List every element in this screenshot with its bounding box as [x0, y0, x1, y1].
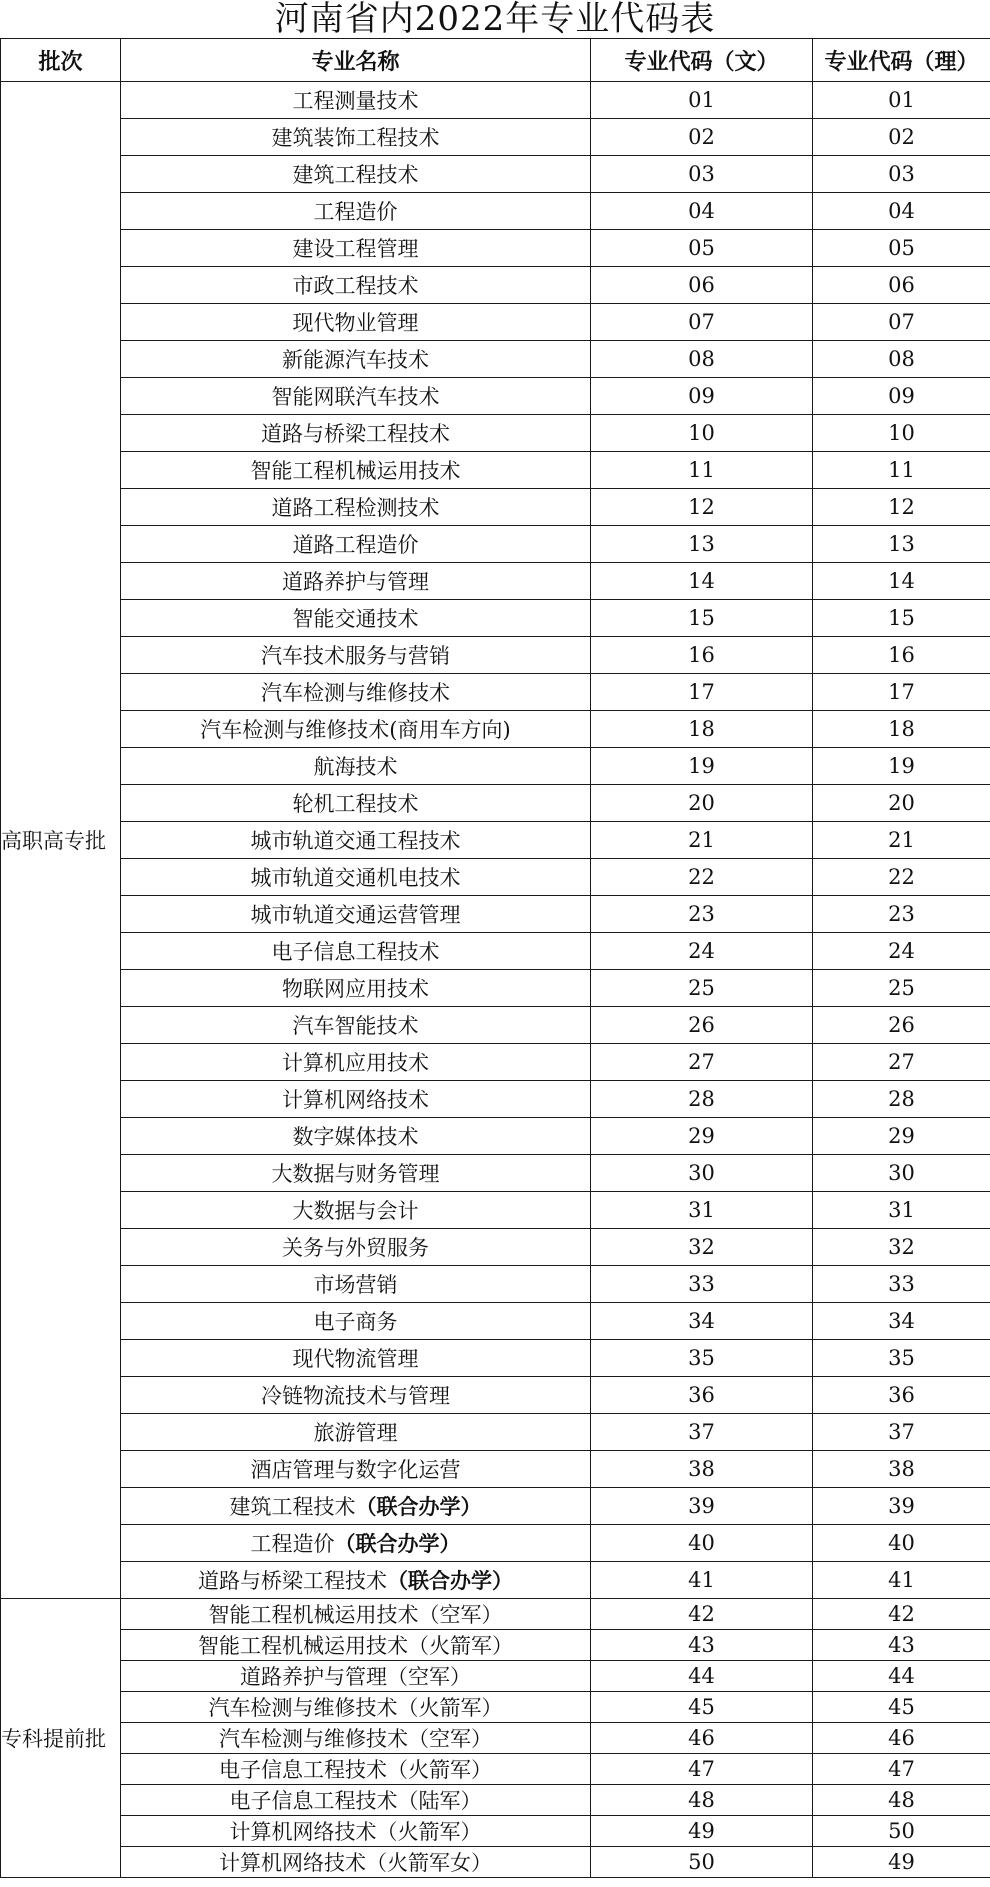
- code-li-cell: 24: [813, 933, 990, 970]
- table-row: [1, 748, 990, 785]
- table-row: [1, 378, 990, 415]
- code-li-cell: 01: [813, 82, 990, 119]
- code-wen-cell: 20: [591, 785, 813, 822]
- major-name: 建筑装饰工程技术: [271, 126, 440, 150]
- code-wen-cell: 01: [591, 82, 813, 119]
- major-name: 电子信息工程技术（火箭军）: [219, 1758, 492, 1782]
- code-wen-cell: 45: [591, 1692, 813, 1723]
- major-name: 计算机网络技术（火箭军女）: [219, 1851, 492, 1875]
- major-name: 工程造价: [250, 1532, 335, 1556]
- code-wen-cell: 10: [591, 415, 813, 452]
- major-name: 航海技术: [313, 755, 398, 779]
- table-row: [1, 1118, 990, 1155]
- header-code-li: 专业代码（理）: [813, 39, 990, 82]
- major-name-cell: [121, 748, 591, 785]
- code-wen-cell: 16: [591, 637, 813, 674]
- code-li-cell: 10: [813, 415, 990, 452]
- code-li-cell: 27: [813, 1044, 990, 1081]
- major-name: 城市轨道交通机电技术: [250, 866, 461, 890]
- major-name-cell: [121, 1630, 591, 1661]
- code-li-cell: 37: [813, 1414, 990, 1451]
- major-name-cell: [121, 896, 591, 933]
- major-name: 道路与桥梁工程技术: [198, 1569, 387, 1593]
- code-li-cell: 34: [813, 1303, 990, 1340]
- major-name-cell: [121, 1303, 591, 1340]
- code-li-cell: 07: [813, 304, 990, 341]
- major-name-cell: [121, 82, 591, 119]
- code-li-cell: 50: [813, 1816, 990, 1847]
- code-li-cell: 19: [813, 748, 990, 785]
- major-name-cell: [121, 1192, 591, 1229]
- code-wen-cell: 40: [591, 1525, 813, 1562]
- table-body: [1, 82, 990, 1878]
- table-row: [1, 1007, 990, 1044]
- table-row: [1, 526, 990, 563]
- major-name: 关务与外贸服务: [282, 1236, 429, 1260]
- code-wen-cell: 13: [591, 526, 813, 563]
- major-name-cell: [121, 1414, 591, 1451]
- code-li-cell: 22: [813, 859, 990, 896]
- code-wen-cell: 48: [591, 1785, 813, 1816]
- code-wen-cell: 50: [591, 1847, 813, 1878]
- table-row: [1, 785, 990, 822]
- table-row: [1, 859, 990, 896]
- code-li-cell: 06: [813, 267, 990, 304]
- major-name-cell: [121, 1451, 591, 1488]
- table-row: [1, 1044, 990, 1081]
- table-row: [1, 452, 990, 489]
- table-row: [1, 1340, 990, 1377]
- major-name: 汽车检测与维修技术(商用车方向): [200, 718, 511, 742]
- code-wen-cell: 34: [591, 1303, 813, 1340]
- major-name: 建设工程管理: [292, 237, 419, 261]
- code-wen-cell: 21: [591, 822, 813, 859]
- major-name: 现代物流管理: [292, 1347, 419, 1371]
- code-wen-cell: 06: [591, 267, 813, 304]
- code-li-cell: 03: [813, 156, 990, 193]
- code-li-cell: 08: [813, 341, 990, 378]
- major-name: 工程测量技术: [292, 89, 419, 113]
- table-row: [1, 1488, 990, 1525]
- major-name: 汽车技术服务与营销: [261, 644, 450, 668]
- table-row: [1, 1754, 990, 1785]
- code-li-cell: 20: [813, 785, 990, 822]
- major-name-cell: [121, 1266, 591, 1303]
- major-name: 新能源汽车技术: [282, 348, 429, 372]
- code-wen-cell: 29: [591, 1118, 813, 1155]
- table-row: [1, 896, 990, 933]
- major-name: 智能工程机械运用技术（火箭军）: [198, 1634, 513, 1658]
- code-wen-cell: 14: [591, 563, 813, 600]
- major-name-cell: [121, 1118, 591, 1155]
- major-name: 汽车检测与维修技术（空军）: [219, 1727, 492, 1751]
- code-wen-cell: 38: [591, 1451, 813, 1488]
- major-name-cell: [121, 1847, 591, 1878]
- code-wen-cell: 23: [591, 896, 813, 933]
- table-row: [1, 1599, 990, 1630]
- major-name-cell: [121, 489, 591, 526]
- code-wen-cell: 44: [591, 1661, 813, 1692]
- major-name-cell: [121, 156, 591, 193]
- major-name-cell: [121, 637, 591, 674]
- code-li-cell: 31: [813, 1192, 990, 1229]
- major-name: 城市轨道交通工程技术: [250, 829, 461, 853]
- major-name-cell: [121, 415, 591, 452]
- major-name-cell: [121, 1081, 591, 1118]
- code-wen-cell: 04: [591, 193, 813, 230]
- major-name: 酒店管理与数字化运营: [250, 1458, 461, 1482]
- table-row: [1, 119, 990, 156]
- major-name-cell: [121, 600, 591, 637]
- major-name: 现代物业管理: [292, 311, 419, 335]
- code-wen-cell: 02: [591, 119, 813, 156]
- table-row: [1, 1303, 990, 1340]
- major-name: 旅游管理: [313, 1421, 398, 1445]
- code-wen-cell: 43: [591, 1630, 813, 1661]
- major-name-cell: [121, 267, 591, 304]
- major-name: 建筑工程技术: [292, 163, 419, 187]
- major-name-cell: [121, 526, 591, 563]
- code-wen-cell: 08: [591, 341, 813, 378]
- code-li-cell: 30: [813, 1155, 990, 1192]
- table-row: [1, 1816, 990, 1847]
- table-row: [1, 1377, 990, 1414]
- major-name-cell: [121, 1785, 591, 1816]
- code-wen-cell: 19: [591, 748, 813, 785]
- major-name-suffix: （联合办学）: [387, 1568, 513, 1593]
- major-name-cell: [121, 1155, 591, 1192]
- major-name: 计算机网络技术（火箭军）: [229, 1820, 482, 1844]
- code-li-cell: 41: [813, 1562, 990, 1599]
- major-name-cell: [121, 1723, 591, 1754]
- major-name: 轮机工程技术: [292, 792, 419, 816]
- major-name: 工程造价: [313, 200, 398, 224]
- table-row: [1, 1266, 990, 1303]
- code-wen-cell: 32: [591, 1229, 813, 1266]
- major-name: 汽车检测与维修技术（火箭军）: [208, 1696, 503, 1720]
- code-li-cell: 05: [813, 230, 990, 267]
- table-row: [1, 1525, 990, 1562]
- table-row: [1, 600, 990, 637]
- table-row: [1, 1785, 990, 1816]
- major-name: 城市轨道交通运营管理: [250, 903, 461, 927]
- table-row: [1, 415, 990, 452]
- code-wen-cell: 15: [591, 600, 813, 637]
- major-name-cell: [121, 1661, 591, 1692]
- major-name: 计算机网络技术: [282, 1088, 429, 1112]
- major-name: 智能工程机械运用技术（空军）: [208, 1603, 503, 1627]
- major-name-cell: [121, 822, 591, 859]
- major-name: 市政工程技术: [292, 274, 419, 298]
- code-li-cell: 47: [813, 1754, 990, 1785]
- table-row: [1, 489, 990, 526]
- major-name: 大数据与财务管理: [271, 1162, 440, 1186]
- table-row: [1, 1192, 990, 1229]
- code-li-cell: 48: [813, 1785, 990, 1816]
- code-wen-cell: 36: [591, 1377, 813, 1414]
- code-wen-cell: 42: [591, 1599, 813, 1630]
- major-name-cell: [121, 1562, 591, 1599]
- major-name: 道路与桥梁工程技术: [261, 422, 450, 446]
- code-li-cell: 25: [813, 970, 990, 1007]
- major-name: 数字媒体技术: [292, 1125, 419, 1149]
- major-name: 智能交通技术: [292, 607, 419, 631]
- code-wen-cell: 11: [591, 452, 813, 489]
- code-wen-cell: 28: [591, 1081, 813, 1118]
- major-name-cell: [121, 378, 591, 415]
- table-row: [1, 304, 990, 341]
- code-li-cell: 17: [813, 674, 990, 711]
- table-row: [1, 933, 990, 970]
- major-name-suffix: （联合办学）: [334, 1531, 461, 1556]
- table-row: [1, 1229, 990, 1266]
- major-name: 电子信息工程技术: [271, 940, 440, 964]
- table-row: [1, 970, 990, 1007]
- table-row: [1, 1081, 990, 1118]
- code-wen-cell: 30: [591, 1155, 813, 1192]
- major-name: 大数据与会计: [292, 1199, 419, 1223]
- table-row: [1, 1847, 990, 1878]
- code-li-cell: 02: [813, 119, 990, 156]
- table-row: [1, 1723, 990, 1754]
- header-batch: 批次: [1, 39, 121, 82]
- major-name-suffix: （联合办学）: [355, 1494, 482, 1519]
- code-wen-cell: 31: [591, 1192, 813, 1229]
- code-li-cell: 32: [813, 1229, 990, 1266]
- code-li-cell: 38: [813, 1451, 990, 1488]
- code-li-cell: 42: [813, 1599, 990, 1630]
- code-wen-cell: 26: [591, 1007, 813, 1044]
- table-row: [1, 674, 990, 711]
- code-li-cell: 16: [813, 637, 990, 674]
- code-li-cell: 15: [813, 600, 990, 637]
- batch-cell: 专科提前批: [1, 1599, 121, 1878]
- major-name-cell: [121, 193, 591, 230]
- table-row: [1, 1562, 990, 1599]
- code-wen-cell: 37: [591, 1414, 813, 1451]
- code-li-cell: 26: [813, 1007, 990, 1044]
- major-name: 汽车检测与维修技术: [261, 681, 450, 705]
- table-row: [1, 341, 990, 378]
- code-wen-cell: 09: [591, 378, 813, 415]
- major-name-cell: [121, 1488, 591, 1525]
- code-li-cell: 23: [813, 896, 990, 933]
- code-li-cell: 33: [813, 1266, 990, 1303]
- major-name-cell: [121, 711, 591, 748]
- table-row: [1, 1414, 990, 1451]
- major-name-cell: [121, 674, 591, 711]
- table-row: [1, 193, 990, 230]
- code-wen-cell: 17: [591, 674, 813, 711]
- major-name-cell: [121, 304, 591, 341]
- code-wen-cell: 05: [591, 230, 813, 267]
- code-li-cell: 18: [813, 711, 990, 748]
- major-name: 道路工程检测技术: [271, 496, 440, 520]
- major-name-cell: [121, 859, 591, 896]
- major-code-table: [0, 38, 990, 1878]
- code-li-cell: 12: [813, 489, 990, 526]
- code-li-cell: 36: [813, 1377, 990, 1414]
- header-major-name: 专业名称: [121, 39, 591, 82]
- page-title: 河南省内2022年专业代码表: [274, 0, 716, 39]
- table-row: [1, 1451, 990, 1488]
- table-row: [1, 82, 990, 119]
- code-wen-cell: 47: [591, 1754, 813, 1785]
- code-li-cell: 44: [813, 1661, 990, 1692]
- code-li-cell: 11: [813, 452, 990, 489]
- major-name: 道路工程造价: [292, 533, 419, 557]
- code-wen-cell: 24: [591, 933, 813, 970]
- table-row: [1, 822, 990, 859]
- major-name-cell: [121, 452, 591, 489]
- major-name: 建筑工程技术: [229, 1495, 356, 1519]
- code-li-cell: 04: [813, 193, 990, 230]
- code-wen-cell: 33: [591, 1266, 813, 1303]
- code-li-cell: 09: [813, 378, 990, 415]
- major-name: 电子商务: [313, 1310, 398, 1334]
- code-wen-cell: 07: [591, 304, 813, 341]
- code-li-cell: 45: [813, 1692, 990, 1723]
- code-wen-cell: 41: [591, 1562, 813, 1599]
- code-li-cell: 21: [813, 822, 990, 859]
- code-li-cell: 14: [813, 563, 990, 600]
- code-li-cell: 39: [813, 1488, 990, 1525]
- major-name-cell: [121, 563, 591, 600]
- major-name-cell: [121, 1599, 591, 1630]
- major-name: 计算机应用技术: [282, 1051, 429, 1075]
- major-name-cell: [121, 341, 591, 378]
- major-name-cell: [121, 1340, 591, 1377]
- header-row: [1, 39, 990, 82]
- major-name: 物联网应用技术: [282, 977, 429, 1001]
- code-wen-cell: 46: [591, 1723, 813, 1754]
- major-name-cell: [121, 1525, 591, 1562]
- major-name-cell: [121, 785, 591, 822]
- code-li-cell: 29: [813, 1118, 990, 1155]
- code-li-cell: 43: [813, 1630, 990, 1661]
- code-wen-cell: 49: [591, 1816, 813, 1847]
- major-name-cell: [121, 230, 591, 267]
- table-row: [1, 1692, 990, 1723]
- major-name-cell: [121, 1044, 591, 1081]
- code-wen-cell: 39: [591, 1488, 813, 1525]
- major-name-cell: [121, 1377, 591, 1414]
- major-name: 道路养护与管理: [282, 570, 429, 594]
- code-li-cell: 35: [813, 1340, 990, 1377]
- code-li-cell: 49: [813, 1847, 990, 1878]
- major-name-cell: [121, 119, 591, 156]
- table-row: [1, 563, 990, 600]
- major-name: 冷链物流技术与管理: [261, 1384, 450, 1408]
- table-row: [1, 1661, 990, 1692]
- code-wen-cell: 03: [591, 156, 813, 193]
- code-li-cell: 13: [813, 526, 990, 563]
- major-name: 市场营销: [313, 1273, 398, 1297]
- header-code-wen: 专业代码（文）: [591, 39, 813, 82]
- major-name-cell: [121, 970, 591, 1007]
- table-row: [1, 637, 990, 674]
- table-row: [1, 1630, 990, 1661]
- code-wen-cell: 18: [591, 711, 813, 748]
- code-li-cell: 40: [813, 1525, 990, 1562]
- table-row: [1, 267, 990, 304]
- major-name: 汽车智能技术: [292, 1014, 419, 1038]
- major-name: 道路养护与管理（空军）: [240, 1665, 471, 1689]
- table-row: [1, 156, 990, 193]
- major-name-cell: [121, 1692, 591, 1723]
- code-li-cell: 46: [813, 1723, 990, 1754]
- batch-cell: 高职高专批: [1, 82, 121, 1599]
- table-row: [1, 711, 990, 748]
- code-wen-cell: 35: [591, 1340, 813, 1377]
- code-li-cell: 28: [813, 1081, 990, 1118]
- major-name-cell: [121, 1754, 591, 1785]
- major-name-cell: [121, 1007, 591, 1044]
- major-name-cell: [121, 933, 591, 970]
- major-name-cell: [121, 1816, 591, 1847]
- table-row: [1, 230, 990, 267]
- code-wen-cell: 25: [591, 970, 813, 1007]
- code-wen-cell: 22: [591, 859, 813, 896]
- major-name-cell: [121, 1229, 591, 1266]
- code-wen-cell: 12: [591, 489, 813, 526]
- major-name: 智能工程机械运用技术: [250, 459, 461, 483]
- code-wen-cell: 27: [591, 1044, 813, 1081]
- table-row: [1, 1155, 990, 1192]
- major-name: 电子信息工程技术（陆军）: [229, 1789, 482, 1813]
- major-name: 智能网联汽车技术: [271, 385, 440, 409]
